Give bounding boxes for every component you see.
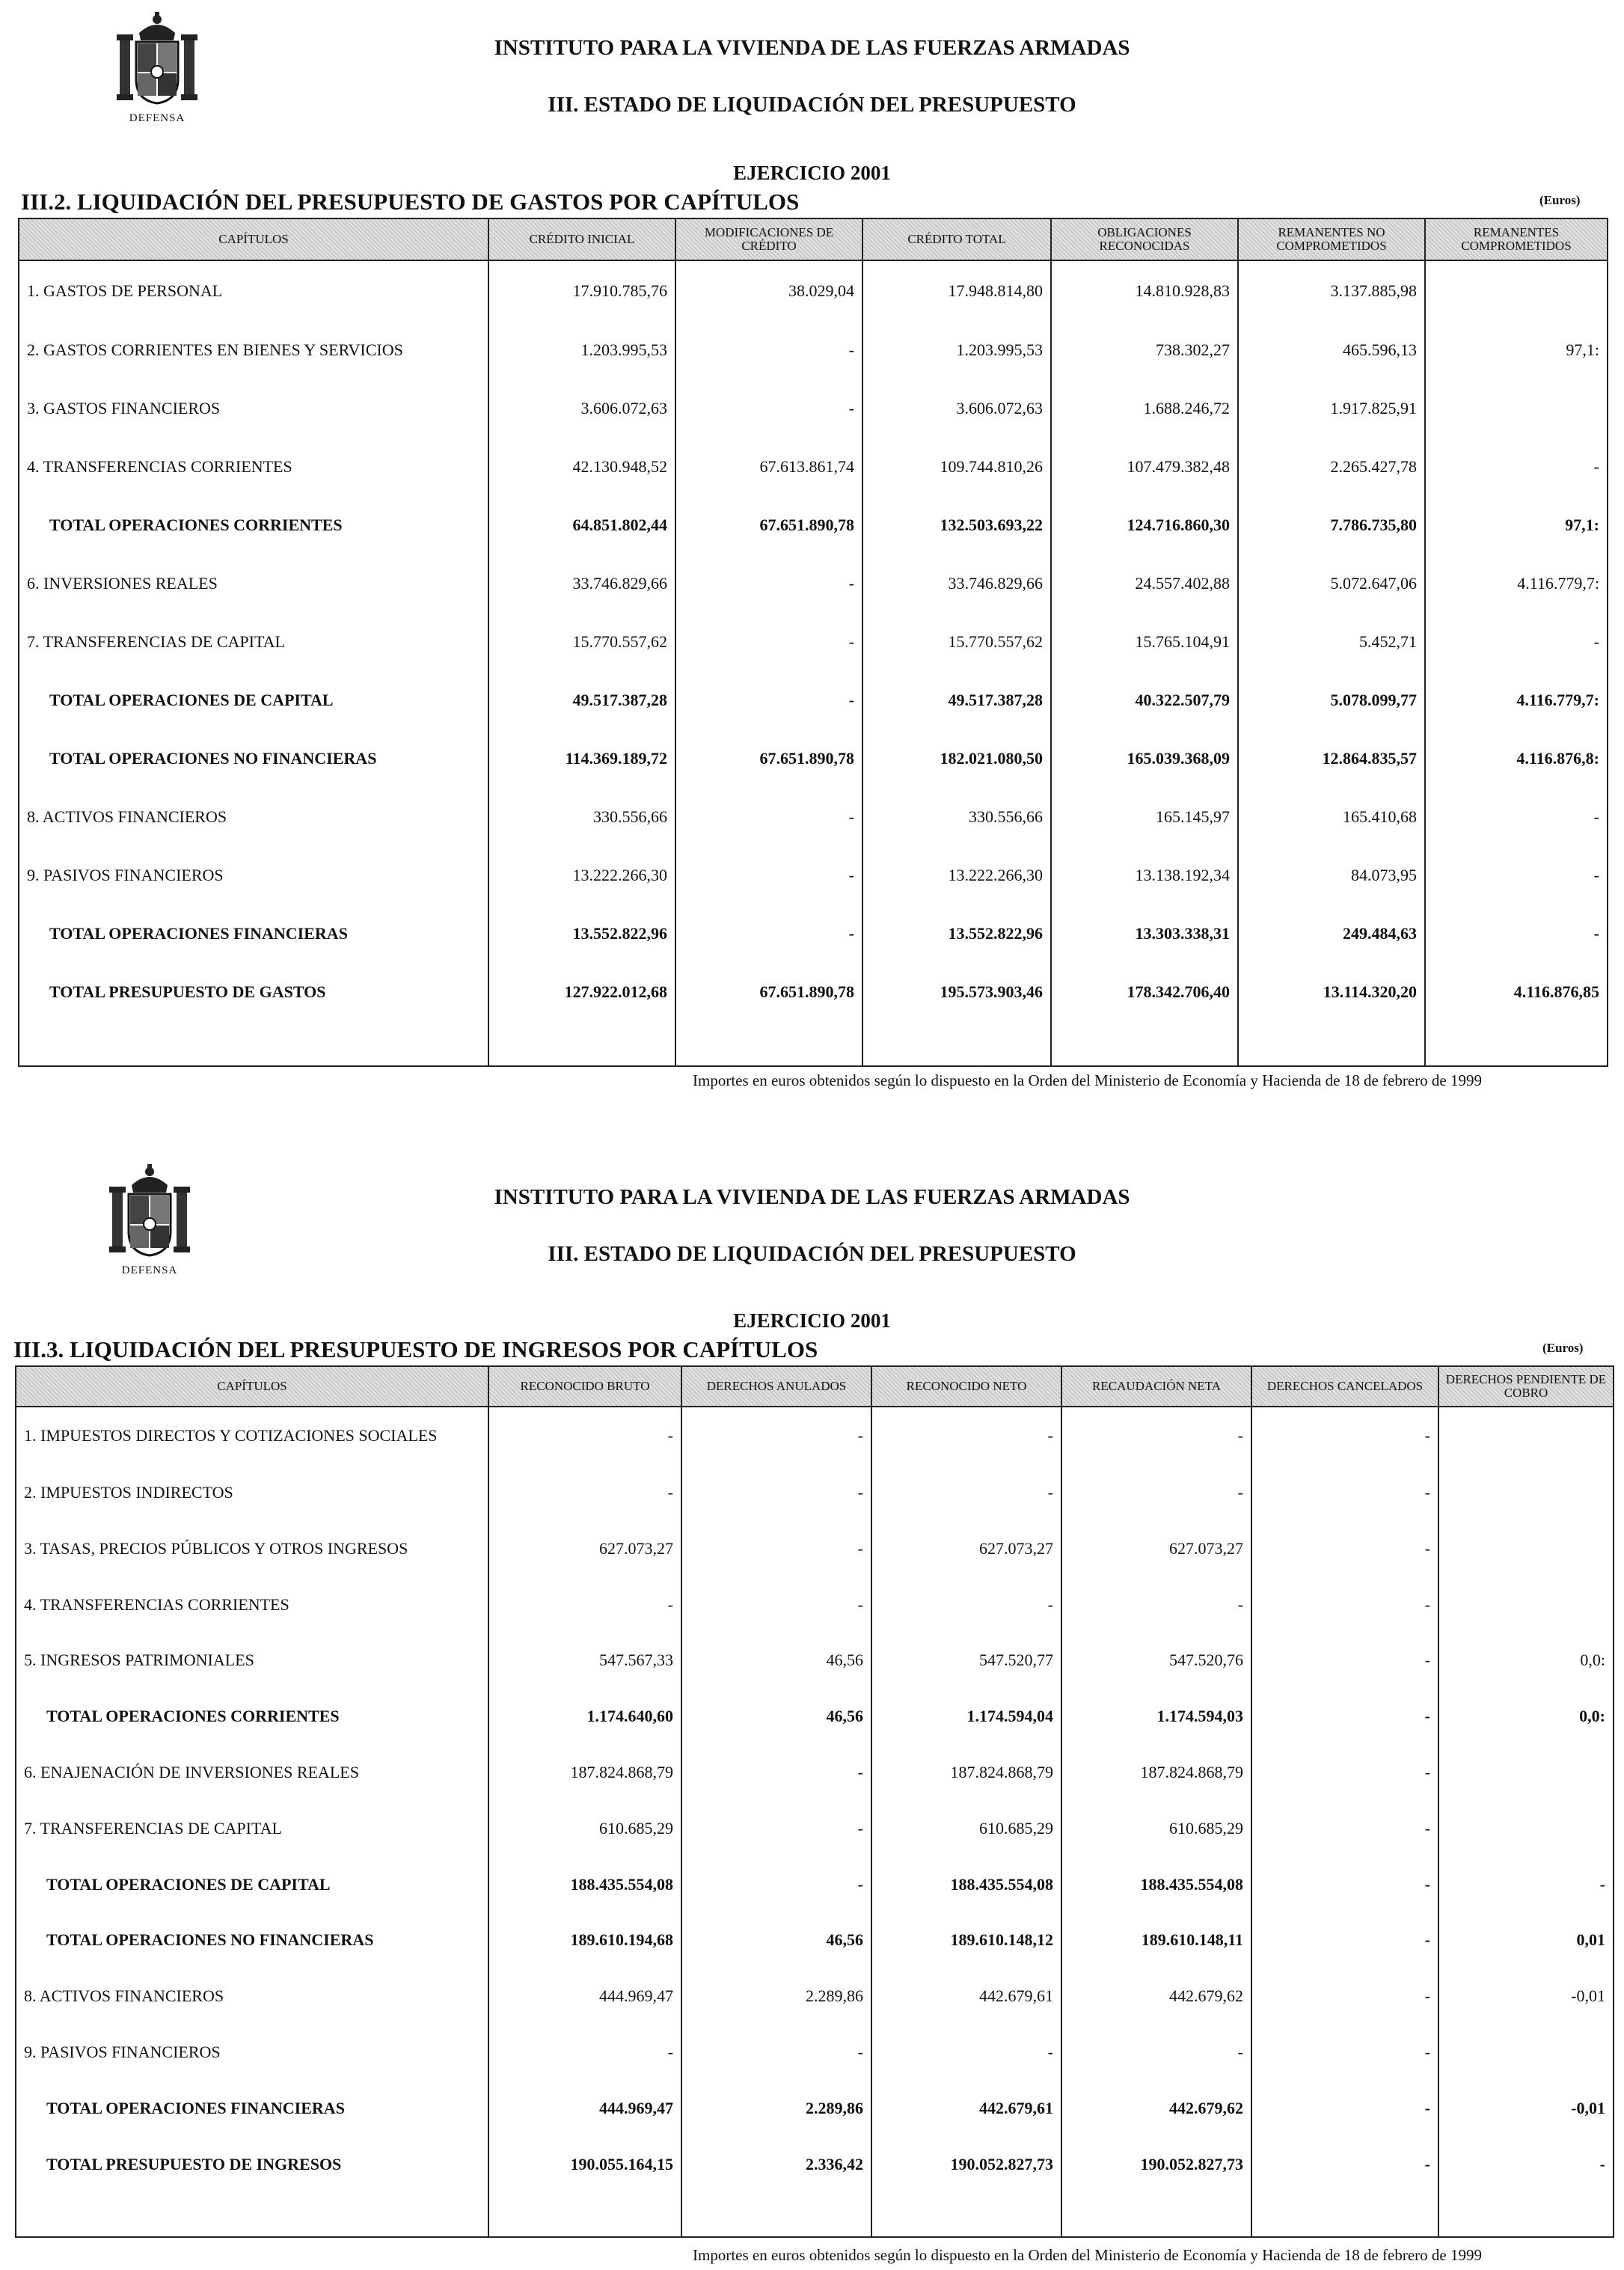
empty-cell xyxy=(675,1021,862,1066)
cell-credito-inicial: 13.552.822,96 xyxy=(488,905,675,963)
gastos-table xyxy=(18,218,1608,1067)
cell-derechos-cancelados: - xyxy=(1251,1689,1438,1745)
cell-derechos-cancelados: - xyxy=(1251,1745,1438,1801)
cell-derechos-anulados: - xyxy=(681,1745,871,1801)
cell-derechos-pendiente-de-cobro xyxy=(1438,1520,1614,1576)
cell-modificaciones-de-credito: 38.029,04 xyxy=(675,260,862,321)
cell-reconocido-bruto: - xyxy=(488,1576,681,1633)
cell-obligaciones-reconocidas: 1.688.246,72 xyxy=(1051,379,1238,438)
cell-reconocido-neto: 442.679,61 xyxy=(871,1968,1061,2025)
row-label: TOTAL PRESUPUESTO DE GASTOS xyxy=(19,963,488,1021)
cell-derechos-pendiente-de-cobro: 0,0: xyxy=(1438,1633,1614,1689)
row-label: TOTAL OPERACIONES CORRIENTES xyxy=(19,496,488,554)
cell-recaudacion-neta: - xyxy=(1061,1576,1251,1633)
table-row xyxy=(19,260,1608,321)
cell-credito-total: 17.948.814,80 xyxy=(862,260,1051,321)
cell-reconocido-neto: - xyxy=(871,1407,1061,1465)
row-label: 4. TRANSFERENCIAS CORRIENTES xyxy=(19,438,488,496)
cell-recaudacion-neta: 189.610.148,11 xyxy=(1061,1912,1251,1968)
cell-reconocido-bruto: 190.055.164,15 xyxy=(488,2136,681,2192)
cell-credito-inicial: 42.130.948,52 xyxy=(488,438,675,496)
row-label: 4. TRANSFERENCIAS CORRIENTES xyxy=(16,1576,488,1633)
table-row xyxy=(16,1968,1614,2025)
cell-derechos-anulados: - xyxy=(681,1856,871,1912)
cell-obligaciones-reconocidas: 40.322.507,79 xyxy=(1051,671,1238,729)
cell-recaudacion-neta: 627.073,27 xyxy=(1061,1520,1251,1576)
cell-credito-inicial: 49.517.387,28 xyxy=(488,671,675,729)
cell-remanentes-no-comprometidos: 249.484,63 xyxy=(1238,905,1425,963)
cell-remanentes-comprometidos xyxy=(1425,260,1608,321)
cell-modificaciones-de-credito: 67.651.890,78 xyxy=(675,496,862,554)
row-label: TOTAL OPERACIONES FINANCIERAS xyxy=(16,2080,488,2136)
row-label: 1. GASTOS DE PERSONAL xyxy=(19,260,488,321)
table-row xyxy=(19,846,1608,905)
cell-reconocido-bruto: 189.610.194,68 xyxy=(488,1912,681,1968)
cell-derechos-cancelados: - xyxy=(1251,1576,1438,1633)
column-header-reconocido-bruto: RECONOCIDO BRUTO xyxy=(488,1366,681,1407)
org-title: INSTITUTO PARA LA VIVIENDA DE LAS FUERZAS ARMADAS xyxy=(494,1185,1130,1209)
cell-derechos-anulados: - xyxy=(681,2024,871,2080)
column-header-obligaciones-reconocidas: OBLIGACIONES RECONOCIDAS xyxy=(1051,218,1238,260)
row-label: 6. ENAJENACIÓN DE INVERSIONES REALES xyxy=(16,1745,488,1801)
cell-credito-total: 330.556,66 xyxy=(862,788,1051,846)
cell-reconocido-neto: 1.174.594,04 xyxy=(871,1689,1061,1745)
cell-remanentes-comprometidos: - xyxy=(1425,846,1608,905)
footnote: Importes en euros obtenidos según lo dispuesto en la Orden del Ministerio de Economía y Hacienda de 18 de febrero de 1999 xyxy=(693,2246,1482,2264)
row-label: 3. TASAS, PRECIOS PÚBLICOS Y OTROS INGRESOS xyxy=(16,1520,488,1576)
cell-remanentes-no-comprometidos: 7.786.735,80 xyxy=(1238,496,1425,554)
cell-modificaciones-de-credito: - xyxy=(675,788,862,846)
cell-remanentes-comprometidos: 4.116.779,7: xyxy=(1425,554,1608,613)
cell-modificaciones-de-credito: 67.651.890,78 xyxy=(675,963,862,1021)
row-label: 1. IMPUESTOS DIRECTOS Y COTIZACIONES SOCIALES xyxy=(16,1407,488,1465)
cell-modificaciones-de-credito: - xyxy=(675,379,862,438)
table-row xyxy=(19,613,1608,671)
footnote: Importes en euros obtenidos según lo dispuesto en la Orden del Ministerio de Economía y Hacienda de 18 de febrero de 1999 xyxy=(693,1071,1482,1089)
table-row xyxy=(19,905,1608,963)
cell-credito-inicial: 64.851.802,44 xyxy=(488,496,675,554)
row-label: 2. IMPUESTOS INDIRECTOS xyxy=(16,1465,488,1521)
empty-cell xyxy=(16,2192,488,2237)
cell-credito-inicial: 1.203.995,53 xyxy=(488,321,675,379)
cell-recaudacion-neta: 1.174.594,03 xyxy=(1061,1689,1251,1745)
table-row xyxy=(16,1576,1614,1633)
row-label: TOTAL OPERACIONES CORRIENTES xyxy=(16,1689,488,1745)
cell-derechos-anulados: 2.289,86 xyxy=(681,2080,871,2136)
cell-remanentes-comprometidos: - xyxy=(1425,905,1608,963)
cell-credito-inicial: 13.222.266,30 xyxy=(488,846,675,905)
cell-derechos-pendiente-de-cobro xyxy=(1438,2024,1614,2080)
table-row xyxy=(16,1745,1614,1801)
row-label: 8. ACTIVOS FINANCIEROS xyxy=(19,788,488,846)
empty-cell xyxy=(1438,2192,1614,2237)
cell-credito-inicial: 33.746.829,66 xyxy=(488,554,675,613)
cell-reconocido-neto: 190.052.827,73 xyxy=(871,2136,1061,2192)
table-row xyxy=(19,438,1608,496)
cell-recaudacion-neta: 610.685,29 xyxy=(1061,1800,1251,1856)
row-label: 5. INGRESOS PATRIMONIALES xyxy=(16,1633,488,1689)
cell-derechos-cancelados: - xyxy=(1251,2024,1438,2080)
table-title: III.2. LIQUIDACIÓN DEL PRESUPUESTO DE GASTOS POR CAPÍTULOS xyxy=(21,189,800,215)
empty-cell xyxy=(488,2192,681,2237)
table-row xyxy=(19,496,1608,554)
table-row xyxy=(19,729,1608,788)
cell-remanentes-no-comprometidos: 165.410,68 xyxy=(1238,788,1425,846)
column-header-capitulos: CAPÍTULOS xyxy=(16,1366,488,1407)
cell-remanentes-no-comprometidos: 13.114.320,20 xyxy=(1238,963,1425,1021)
column-header-derechos-anulados: DERECHOS ANULADOS xyxy=(681,1366,871,1407)
table-row xyxy=(19,963,1608,1021)
cell-obligaciones-reconocidas: 24.557.402,88 xyxy=(1051,554,1238,613)
cell-derechos-pendiente-de-cobro: 0,0: xyxy=(1438,1689,1614,1745)
cell-reconocido-neto: 189.610.148,12 xyxy=(871,1912,1061,1968)
column-header-derechos-cancelados: DERECHOS CANCELADOS xyxy=(1251,1366,1438,1407)
cell-credito-total: 195.573.903,46 xyxy=(862,963,1051,1021)
empty-cell xyxy=(1051,1021,1238,1066)
column-header-reconocido-neto: RECONOCIDO NETO xyxy=(871,1366,1061,1407)
table-header-row xyxy=(16,1366,1614,1407)
row-label: 6. INVERSIONES REALES xyxy=(19,554,488,613)
cell-reconocido-bruto: 627.073,27 xyxy=(488,1520,681,1576)
cell-remanentes-comprometidos: 97,1: xyxy=(1425,496,1608,554)
column-header-remanentes-no-comprometidos: REMANENTES NO COMPROMETIDOS xyxy=(1238,218,1425,260)
row-label: 2. GASTOS CORRIENTES EN BIENES Y SERVICIOS xyxy=(19,321,488,379)
cell-reconocido-bruto: - xyxy=(488,2024,681,2080)
sub-title: III. ESTADO DE LIQUIDACIÓN DEL PRESUPUESTO xyxy=(548,93,1076,117)
cell-derechos-cancelados: - xyxy=(1251,1407,1438,1465)
cell-obligaciones-reconocidas: 107.479.382,48 xyxy=(1051,438,1238,496)
row-label: TOTAL OPERACIONES FINANCIERAS xyxy=(19,905,488,963)
cell-modificaciones-de-credito: 67.613.861,74 xyxy=(675,438,862,496)
empty-cell xyxy=(681,2192,871,2237)
table-row xyxy=(16,1407,1614,1465)
row-label: TOTAL OPERACIONES DE CAPITAL xyxy=(19,671,488,729)
column-header-derechos-pendiente-de-cobro: DERECHOS PENDIENTE DE COBRO xyxy=(1438,1366,1614,1407)
column-header-capitulos: CAPÍTULOS xyxy=(19,218,488,260)
cell-credito-total: 109.744.810,26 xyxy=(862,438,1051,496)
org-title: INSTITUTO PARA LA VIVIENDA DE LAS FUERZAS ARMADAS xyxy=(494,36,1130,60)
cell-reconocido-bruto: 1.174.640,60 xyxy=(488,1689,681,1745)
cell-derechos-pendiente-de-cobro: -0,01 xyxy=(1438,2080,1614,2136)
cell-recaudacion-neta: - xyxy=(1061,1407,1251,1465)
table-row xyxy=(19,379,1608,438)
ejercicio-label: EJERCICIO 2001 xyxy=(733,162,891,184)
cell-remanentes-no-comprometidos: 5.078.099,77 xyxy=(1238,671,1425,729)
cell-credito-total: 132.503.693,22 xyxy=(862,496,1051,554)
table-row xyxy=(16,1856,1614,1912)
cell-remanentes-no-comprometidos: 12.864.835,57 xyxy=(1238,729,1425,788)
table-row xyxy=(16,1465,1614,1521)
cell-derechos-anulados: - xyxy=(681,1576,871,1633)
cell-derechos-pendiente-de-cobro: - xyxy=(1438,1856,1614,1912)
table-row xyxy=(16,2024,1614,2080)
table-row xyxy=(16,1800,1614,1856)
cell-derechos-pendiente-de-cobro xyxy=(1438,1745,1614,1801)
table-title: III.3. LIQUIDACIÓN DEL PRESUPUESTO DE INGRESOS POR CAPÍTULOS xyxy=(13,1336,818,1362)
cell-remanentes-no-comprometidos: 5.072.647,06 xyxy=(1238,554,1425,613)
cell-modificaciones-de-credito: - xyxy=(675,846,862,905)
empty-cell xyxy=(1238,1021,1425,1066)
cell-credito-inicial: 3.606.072,63 xyxy=(488,379,675,438)
cell-obligaciones-reconocidas: 14.810.928,83 xyxy=(1051,260,1238,321)
cell-reconocido-neto: 188.435.554,08 xyxy=(871,1856,1061,1912)
cell-credito-total: 1.203.995,53 xyxy=(862,321,1051,379)
cell-derechos-anulados: - xyxy=(681,1520,871,1576)
row-label: TOTAL PRESUPUESTO DE INGRESOS xyxy=(16,2136,488,2192)
table-row xyxy=(16,1520,1614,1576)
cell-obligaciones-reconocidas: 738.302,27 xyxy=(1051,321,1238,379)
cell-derechos-anulados: 46,56 xyxy=(681,1633,871,1689)
empty-cell xyxy=(1425,1021,1608,1066)
column-header-credito-inicial: CRÉDITO INICIAL xyxy=(488,218,675,260)
cell-derechos-anulados: 2.336,42 xyxy=(681,2136,871,2192)
cell-derechos-anulados: 46,56 xyxy=(681,1689,871,1745)
cell-reconocido-bruto: - xyxy=(488,1465,681,1521)
empty-cell xyxy=(488,1021,675,1066)
cell-recaudacion-neta: 547.520,76 xyxy=(1061,1633,1251,1689)
crest-label: DEFENSA xyxy=(129,112,186,124)
table-row xyxy=(16,2136,1614,2192)
row-label: TOTAL OPERACIONES DE CAPITAL xyxy=(16,1856,488,1912)
cell-remanentes-comprometidos: 4.116.876,85 xyxy=(1425,963,1608,1021)
cell-recaudacion-neta: 442.679,62 xyxy=(1061,1968,1251,2025)
cell-remanentes-no-comprometidos: 84.073,95 xyxy=(1238,846,1425,905)
sub-title: III. ESTADO DE LIQUIDACIÓN DEL PRESUPUESTO xyxy=(548,1242,1076,1266)
cell-derechos-pendiente-de-cobro xyxy=(1438,1407,1614,1465)
cell-reconocido-bruto: 610.685,29 xyxy=(488,1800,681,1856)
cell-derechos-pendiente-de-cobro: 0,01 xyxy=(1438,1912,1614,1968)
cell-reconocido-neto: 547.520,77 xyxy=(871,1633,1061,1689)
cell-credito-total: 13.552.822,96 xyxy=(862,905,1051,963)
crest-label: DEFENSA xyxy=(121,1264,178,1276)
cell-remanentes-no-comprometidos: 5.452,71 xyxy=(1238,613,1425,671)
cell-derechos-pendiente-de-cobro xyxy=(1438,1576,1614,1633)
cell-reconocido-neto: - xyxy=(871,1465,1061,1521)
table-row xyxy=(19,554,1608,613)
cell-derechos-anulados: 46,56 xyxy=(681,1912,871,1968)
column-header-credito-total: CRÉDITO TOTAL xyxy=(862,218,1051,260)
cell-remanentes-no-comprometidos: 465.596,13 xyxy=(1238,321,1425,379)
empty-cell xyxy=(1251,2192,1438,2237)
cell-obligaciones-reconocidas: 165.145,97 xyxy=(1051,788,1238,846)
cell-obligaciones-reconocidas: 178.342.706,40 xyxy=(1051,963,1238,1021)
cell-modificaciones-de-credito: 67.651.890,78 xyxy=(675,729,862,788)
table-row xyxy=(16,1689,1614,1745)
cell-derechos-cancelados: - xyxy=(1251,2136,1438,2192)
cell-derechos-cancelados: - xyxy=(1251,1856,1438,1912)
cell-remanentes-comprometidos xyxy=(1425,379,1608,438)
cell-derechos-pendiente-de-cobro: - xyxy=(1438,2136,1614,2192)
cell-derechos-anulados: - xyxy=(681,1465,871,1521)
cell-reconocido-neto: 442.679,61 xyxy=(871,2080,1061,2136)
cell-reconocido-neto: 187.824.868,79 xyxy=(871,1745,1061,1801)
cell-credito-total: 49.517.387,28 xyxy=(862,671,1051,729)
ingresos-section xyxy=(0,1152,1624,2270)
cell-reconocido-bruto: 444.969,47 xyxy=(488,2080,681,2136)
cell-remanentes-no-comprometidos: 2.265.427,78 xyxy=(1238,438,1425,496)
table-spacer-row xyxy=(16,2192,1614,2237)
unit-label: (Euros) xyxy=(1542,1341,1584,1355)
cell-derechos-cancelados: - xyxy=(1251,1912,1438,1968)
cell-credito-inicial: 330.556,66 xyxy=(488,788,675,846)
cell-derechos-cancelados: - xyxy=(1251,1465,1438,1521)
cell-modificaciones-de-credito: - xyxy=(675,905,862,963)
cell-reconocido-neto: - xyxy=(871,1576,1061,1633)
table-row xyxy=(16,2080,1614,2136)
row-label: 9. PASIVOS FINANCIEROS xyxy=(19,846,488,905)
table-row xyxy=(19,788,1608,846)
cell-remanentes-no-comprometidos: 1.917.825,91 xyxy=(1238,379,1425,438)
empty-cell xyxy=(862,1021,1051,1066)
ingresos-table xyxy=(15,1365,1614,2238)
cell-recaudacion-neta: 188.435.554,08 xyxy=(1061,1856,1251,1912)
cell-remanentes-comprometidos: 4.116.779,7: xyxy=(1425,671,1608,729)
row-label: 7. TRANSFERENCIAS DE CAPITAL xyxy=(19,613,488,671)
cell-reconocido-bruto: 188.435.554,08 xyxy=(488,1856,681,1912)
cell-recaudacion-neta: 187.824.868,79 xyxy=(1061,1745,1251,1801)
cell-derechos-cancelados: - xyxy=(1251,2080,1438,2136)
table-row xyxy=(16,1633,1614,1689)
cell-derechos-cancelados: - xyxy=(1251,1800,1438,1856)
cell-recaudacion-neta: 442.679,62 xyxy=(1061,2080,1251,2136)
cell-reconocido-bruto: 444.969,47 xyxy=(488,1968,681,2025)
cell-derechos-pendiente-de-cobro xyxy=(1438,1465,1614,1521)
row-label: TOTAL OPERACIONES NO FINANCIERAS xyxy=(16,1912,488,1968)
cell-remanentes-comprometidos: - xyxy=(1425,438,1608,496)
cell-credito-inicial: 15.770.557,62 xyxy=(488,613,675,671)
cell-remanentes-comprometidos: - xyxy=(1425,788,1608,846)
unit-label: (Euros) xyxy=(1539,193,1581,207)
ejercicio-label: EJERCICIO 2001 xyxy=(733,1309,891,1332)
cell-credito-inicial: 127.922.012,68 xyxy=(488,963,675,1021)
row-label: 9. PASIVOS FINANCIEROS xyxy=(16,2024,488,2080)
cell-credito-inicial: 114.369.189,72 xyxy=(488,729,675,788)
column-header-modificaciones-de-credito: MODIFICACIONES DE CRÉDITO xyxy=(675,218,862,260)
cell-recaudacion-neta: - xyxy=(1061,1465,1251,1521)
cell-reconocido-neto: 610.685,29 xyxy=(871,1800,1061,1856)
cell-reconocido-bruto: - xyxy=(488,1407,681,1465)
cell-obligaciones-reconocidas: 13.138.192,34 xyxy=(1051,846,1238,905)
cell-credito-total: 33.746.829,66 xyxy=(862,554,1051,613)
cell-remanentes-no-comprometidos: 3.137.885,98 xyxy=(1238,260,1425,321)
row-label: 8. ACTIVOS FINANCIEROS xyxy=(16,1968,488,2025)
cell-reconocido-neto: 627.073,27 xyxy=(871,1520,1061,1576)
cell-credito-total: 182.021.080,50 xyxy=(862,729,1051,788)
table-row xyxy=(16,1912,1614,1968)
cell-reconocido-neto: - xyxy=(871,2024,1061,2080)
cell-obligaciones-reconocidas: 165.039.368,09 xyxy=(1051,729,1238,788)
cell-derechos-anulados: 2.289,86 xyxy=(681,1968,871,2025)
cell-modificaciones-de-credito: - xyxy=(675,554,862,613)
cell-derechos-cancelados: - xyxy=(1251,1633,1438,1689)
cell-credito-total: 13.222.266,30 xyxy=(862,846,1051,905)
cell-modificaciones-de-credito: - xyxy=(675,613,862,671)
column-header-recaudacion-neta: RECAUDACIÓN NETA xyxy=(1061,1366,1251,1407)
cell-obligaciones-reconocidas: 15.765.104,91 xyxy=(1051,613,1238,671)
cell-credito-total: 15.770.557,62 xyxy=(862,613,1051,671)
row-label: 7. TRANSFERENCIAS DE CAPITAL xyxy=(16,1800,488,1856)
column-header-remanentes-comprometidos: REMANENTES COMPROMETIDOS xyxy=(1425,218,1608,260)
cell-derechos-anulados: - xyxy=(681,1800,871,1856)
cell-derechos-cancelados: - xyxy=(1251,1520,1438,1576)
cell-obligaciones-reconocidas: 124.716.860,30 xyxy=(1051,496,1238,554)
table-row xyxy=(19,321,1608,379)
cell-modificaciones-de-credito: - xyxy=(675,671,862,729)
table-header-row xyxy=(19,218,1608,260)
empty-cell xyxy=(1061,2192,1251,2237)
gastos-section xyxy=(0,0,1624,1122)
cell-credito-inicial: 17.910.785,76 xyxy=(488,260,675,321)
cell-remanentes-comprometidos: 4.116.876,8: xyxy=(1425,729,1608,788)
cell-obligaciones-reconocidas: 13.303.338,31 xyxy=(1051,905,1238,963)
row-label: TOTAL OPERACIONES NO FINANCIERAS xyxy=(19,729,488,788)
cell-remanentes-comprometidos: - xyxy=(1425,613,1608,671)
cell-reconocido-bruto: 547.567,33 xyxy=(488,1633,681,1689)
cell-derechos-cancelados: - xyxy=(1251,1968,1438,2025)
empty-cell xyxy=(871,2192,1061,2237)
cell-reconocido-bruto: 187.824.868,79 xyxy=(488,1745,681,1801)
cell-remanentes-comprometidos: 97,1: xyxy=(1425,321,1608,379)
cell-derechos-pendiente-de-cobro: -0,01 xyxy=(1438,1968,1614,2025)
row-label: 3. GASTOS FINANCIEROS xyxy=(19,379,488,438)
empty-cell xyxy=(19,1021,488,1066)
cell-derechos-anulados: - xyxy=(681,1407,871,1465)
cell-credito-total: 3.606.072,63 xyxy=(862,379,1051,438)
table-spacer-row xyxy=(19,1021,1608,1066)
table-row xyxy=(19,671,1608,729)
cell-modificaciones-de-credito: - xyxy=(675,321,862,379)
cell-recaudacion-neta: - xyxy=(1061,2024,1251,2080)
cell-recaudacion-neta: 190.052.827,73 xyxy=(1061,2136,1251,2192)
cell-derechos-pendiente-de-cobro xyxy=(1438,1800,1614,1856)
